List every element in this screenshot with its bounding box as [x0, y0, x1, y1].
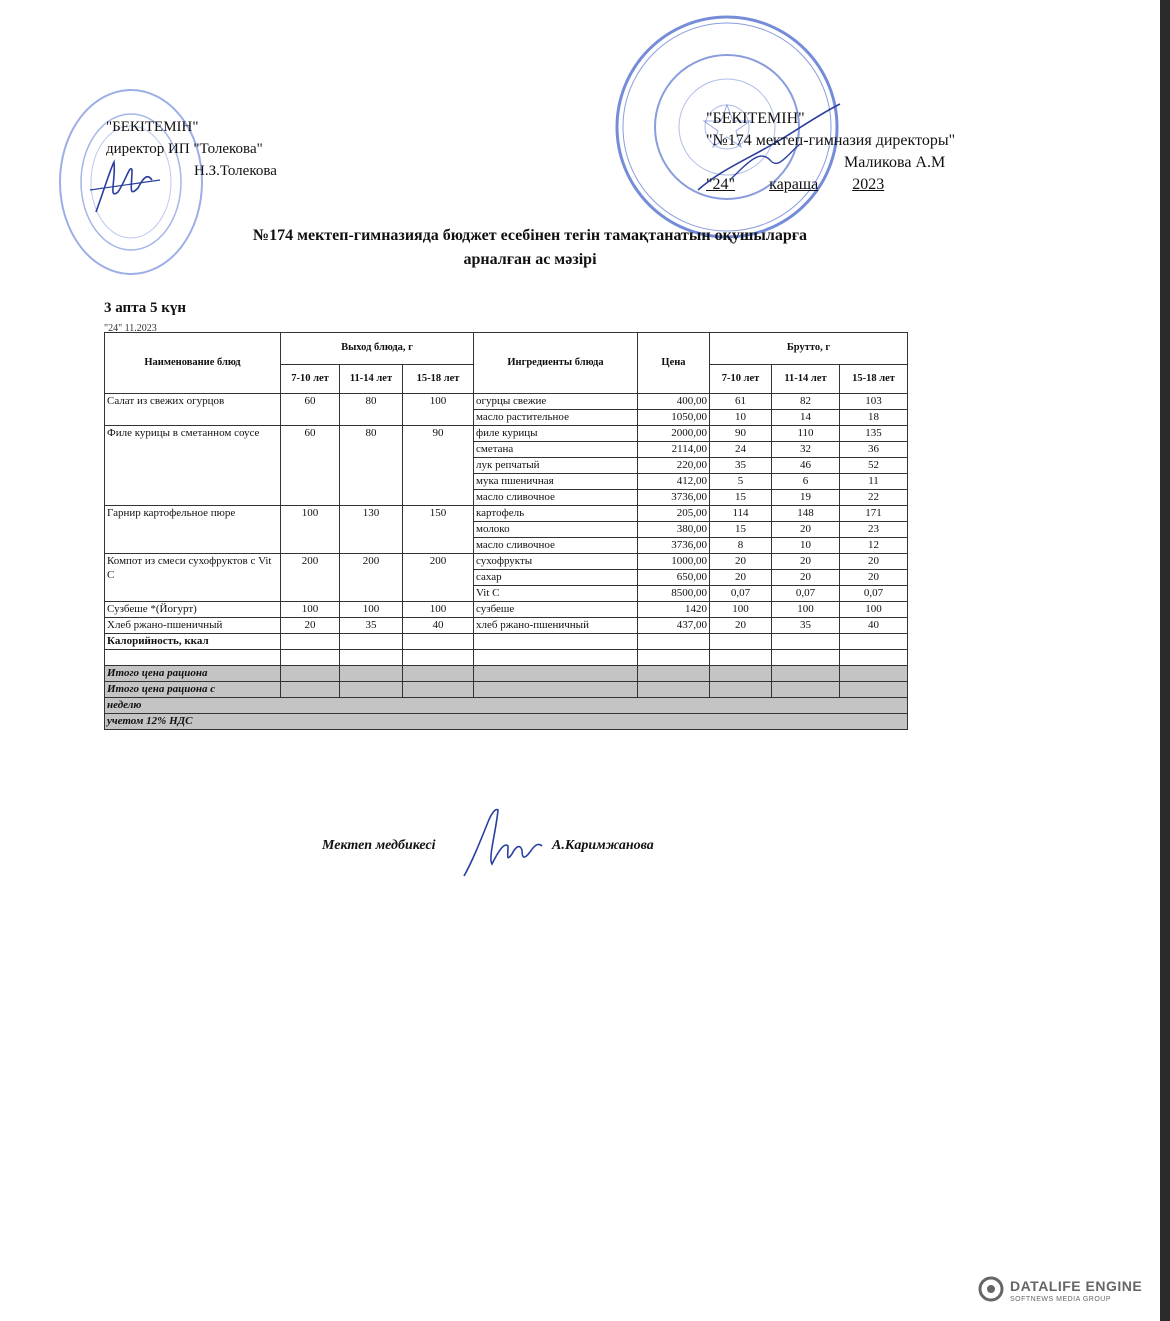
dish-name: Сузбеше *(Йогурт) [105, 602, 281, 618]
right-approval-date [706, 174, 955, 196]
header-yield-age-7-10: 7-10 лет [281, 364, 340, 393]
ingredient-name: масло растительное [474, 410, 638, 426]
menu-table-footer [105, 634, 908, 730]
watermark-brand: DATALIFE ENGINE [1010, 1278, 1143, 1294]
brutto-11-14: 35 [772, 618, 840, 634]
nurse-signature [458, 802, 548, 882]
brutto-7-10: 15 [710, 522, 772, 538]
brutto-11-14: 82 [772, 394, 840, 410]
brutto-15-18: 0,07 [840, 586, 908, 602]
brutto-15-18: 36 [840, 442, 908, 458]
ingredient-name: молоко [474, 522, 638, 538]
dish-yield-7-10: 200 [281, 554, 340, 602]
dish-yield-15-18: 100 [403, 394, 474, 426]
left-approval-position: директор ИП "Толекова" [106, 141, 263, 157]
left-approval-title: "БЕКІТЕМІН" [106, 119, 199, 135]
ingredient-price: 2000,00 [638, 426, 710, 442]
dish-name: Компот из смеси сухофруктов с Vit C [105, 554, 281, 602]
document-title-line2: арналған ас мәзірі [463, 251, 597, 268]
brutto-7-10: 5 [710, 474, 772, 490]
brutto-15-18: 171 [840, 506, 908, 522]
brutto-7-10: 20 [710, 570, 772, 586]
header-brutto-age-11-14: 11-14 лет [772, 364, 840, 393]
document-title-line1: №174 мектеп-гимназияда бюджет есебінен тегін тамақтанатын оқушыларға [253, 227, 807, 244]
brutto-7-10: 0,07 [710, 586, 772, 602]
ingredient-name: сузбеше [474, 602, 638, 618]
ingredient-name: картофель [474, 506, 638, 522]
brutto-15-18: 18 [840, 410, 908, 426]
dish-yield-7-10: 60 [281, 426, 340, 506]
spacer-row [105, 650, 908, 666]
dish-name: Хлеб ржано-пшеничный [105, 618, 281, 634]
header-yield-age-15-18: 15-18 лет [403, 364, 474, 393]
brutto-15-18: 52 [840, 458, 908, 474]
ingredient-name: сахар [474, 570, 638, 586]
brutto-15-18: 20 [840, 554, 908, 570]
brutto-15-18: 40 [840, 618, 908, 634]
brutto-7-10: 114 [710, 506, 772, 522]
ingredient-name: лук репчатый [474, 458, 638, 474]
header-yield-age-11-14: 11-14 лет [340, 364, 403, 393]
brutto-11-14: 6 [772, 474, 840, 490]
dish-yield-11-14: 80 [340, 394, 403, 426]
ingredient-price: 437,00 [638, 618, 710, 634]
dish-yield-11-14: 35 [340, 618, 403, 634]
dish-yield-15-18: 200 [403, 554, 474, 602]
brutto-7-10: 35 [710, 458, 772, 474]
dish-name: Гарнир картофельное пюре [105, 506, 281, 554]
approval-year: 2023 [852, 176, 885, 193]
right-approval-block [706, 108, 955, 196]
header-brutto: Брутто, г [710, 333, 908, 365]
dish-yield-11-14: 80 [340, 426, 403, 506]
left-approval-block [106, 116, 277, 182]
header-yield: Выход блюда, г [281, 333, 474, 365]
menu-table-body [105, 394, 908, 634]
brutto-7-10: 10 [710, 410, 772, 426]
right-approval-title: "БЕКІТЕМІН" [706, 110, 805, 127]
brutto-7-10: 8 [710, 538, 772, 554]
ingredient-name: масло сливочное [474, 538, 638, 554]
brutto-7-10: 24 [710, 442, 772, 458]
approval-month: караша [769, 176, 819, 193]
dish-yield-7-10: 100 [281, 602, 340, 618]
dish-name: Филе курицы в сметанном соусе [105, 426, 281, 506]
total-label: Итого цена рациона [105, 666, 281, 682]
ingredient-price: 1420 [638, 602, 710, 618]
brutto-7-10: 90 [710, 426, 772, 442]
dish-yield-15-18: 150 [403, 506, 474, 554]
brutto-15-18: 100 [840, 602, 908, 618]
brutto-11-14: 20 [772, 554, 840, 570]
brutto-11-14: 110 [772, 426, 840, 442]
dish-yield-7-10: 100 [281, 506, 340, 554]
week-day-label: 3 апта 5 күн [104, 300, 187, 316]
menu-date: "24" 11.2023 [104, 323, 157, 334]
ingredient-name: огурцы свежие [474, 394, 638, 410]
header-brutto-age-15-18: 15-18 лет [840, 364, 908, 393]
total-week-label2: неделю [105, 698, 908, 714]
brutto-7-10: 15 [710, 490, 772, 506]
brutto-11-14: 46 [772, 458, 840, 474]
ingredient-price: 412,00 [638, 474, 710, 490]
dish-yield-15-18: 40 [403, 618, 474, 634]
ingredient-row [105, 394, 908, 410]
ingredient-row [105, 602, 908, 618]
ingredient-price: 650,00 [638, 570, 710, 586]
total-week-row [105, 682, 908, 698]
ingredient-name: Vit C [474, 586, 638, 602]
dish-yield-15-18: 100 [403, 602, 474, 618]
brutto-11-14: 20 [772, 570, 840, 586]
approval-day: "24" [706, 176, 736, 193]
brutto-11-14: 10 [772, 538, 840, 554]
ingredient-price: 400,00 [638, 394, 710, 410]
total-week-label3: учетом 12% НДС [105, 714, 908, 730]
total-row [105, 666, 908, 682]
calories-label: Калорийность, ккал [105, 634, 281, 650]
ingredient-name: хлеб ржано-пшеничный [474, 618, 638, 634]
brutto-15-18: 135 [840, 426, 908, 442]
dish-yield-7-10: 60 [281, 394, 340, 426]
ingredient-row [105, 426, 908, 442]
brutto-11-14: 14 [772, 410, 840, 426]
ingredient-name: мука пшеничная [474, 474, 638, 490]
header-brutto-age-7-10: 7-10 лет [710, 364, 772, 393]
right-approval-name: Маликова А.М [844, 154, 946, 171]
brutto-15-18: 22 [840, 490, 908, 506]
brutto-11-14: 32 [772, 442, 840, 458]
left-approval-name: Н.З.Толекова [194, 163, 277, 179]
ingredient-price: 3736,00 [638, 538, 710, 554]
brutto-11-14: 148 [772, 506, 840, 522]
ingredient-row [105, 506, 908, 522]
menu-table [104, 332, 908, 730]
watermark-sub: SOFTNEWS MEDIA GROUP [1010, 1296, 1112, 1303]
brutto-11-14: 20 [772, 522, 840, 538]
brutto-7-10: 61 [710, 394, 772, 410]
dish-yield-15-18: 90 [403, 426, 474, 506]
brutto-11-14: 100 [772, 602, 840, 618]
ingredient-price: 1000,00 [638, 554, 710, 570]
document-title [150, 224, 910, 272]
header-price: Цена [638, 333, 710, 394]
ingredient-name: масло сливочное [474, 490, 638, 506]
watermark-logo-icon [978, 1276, 1004, 1302]
brutto-7-10: 20 [710, 618, 772, 634]
brutto-7-10: 20 [710, 554, 772, 570]
nurse-label: Мектеп медбикесі [322, 838, 436, 853]
screen-edge-bar [1160, 0, 1170, 1321]
ingredient-price: 205,00 [638, 506, 710, 522]
ingredient-price: 1050,00 [638, 410, 710, 426]
dish-yield-11-14: 200 [340, 554, 403, 602]
ingredient-name: сухофрукты [474, 554, 638, 570]
header-dish-name: Наименование блюд [105, 333, 281, 394]
ingredient-name: сметана [474, 442, 638, 458]
dish-yield-11-14: 130 [340, 506, 403, 554]
ingredient-price: 3736,00 [638, 490, 710, 506]
brutto-7-10: 100 [710, 602, 772, 618]
dish-yield-11-14: 100 [340, 602, 403, 618]
brutto-15-18: 23 [840, 522, 908, 538]
brutto-15-18: 103 [840, 394, 908, 410]
dish-name: Салат из свежих огурцов [105, 394, 281, 426]
nurse-name: А.Каримжанова [552, 838, 654, 853]
ingredient-price: 380,00 [638, 522, 710, 538]
header-ingredients: Ингредиенты блюда [474, 333, 638, 394]
total-week-row-3 [105, 714, 908, 730]
brutto-15-18: 11 [840, 474, 908, 490]
dish-yield-7-10: 20 [281, 618, 340, 634]
total-week-row-2 [105, 698, 908, 714]
ingredient-price: 8500,00 [638, 586, 710, 602]
right-approval-position: "№174 мектеп-гимназия директоры" [706, 132, 956, 149]
brutto-15-18: 12 [840, 538, 908, 554]
ingredient-price: 220,00 [638, 458, 710, 474]
brutto-11-14: 0,07 [772, 586, 840, 602]
ingredient-name: филе курицы [474, 426, 638, 442]
ingredient-price: 2114,00 [638, 442, 710, 458]
ingredient-row [105, 618, 908, 634]
calories-row [105, 634, 908, 650]
brutto-15-18: 20 [840, 570, 908, 586]
brutto-11-14: 19 [772, 490, 840, 506]
ingredient-row [105, 554, 908, 570]
total-week-label1: Итого цена рациона с [105, 682, 281, 698]
